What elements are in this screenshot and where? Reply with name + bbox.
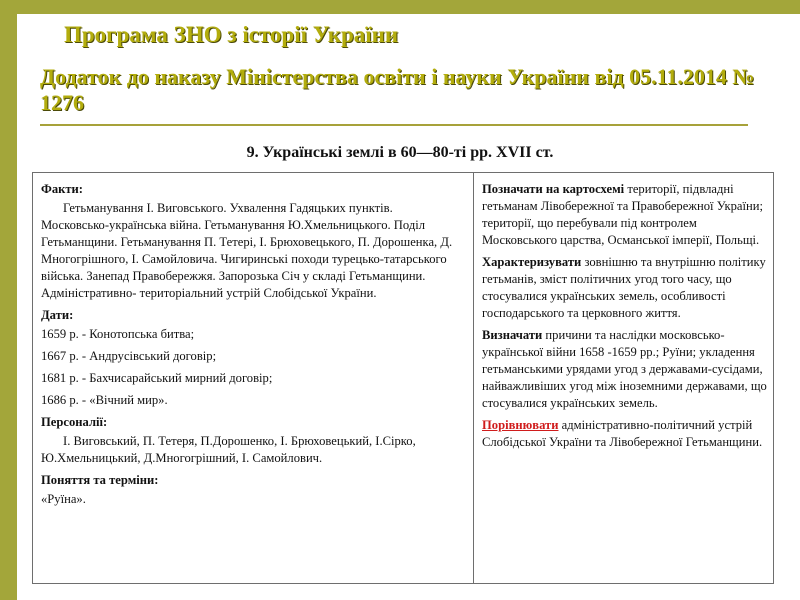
skill-determine (482, 327, 767, 412)
compare-link[interactable]: Порівнювати (482, 418, 559, 432)
facts-label: Факти: (41, 182, 84, 196)
date-item: 1681 р. - Бахчисарайський мирний договір; (41, 371, 273, 385)
top-accent-stripe (0, 0, 800, 14)
header-divider (40, 124, 748, 126)
terms-label: Поняття та терміни: (41, 473, 159, 487)
facts-text: Гетьманування І. Виговського. Ухвалення Гадяцьких пунктів. Московсько-українська війна. Гетьманування Ю.Хмельницького. Поділ Гетьманщини. Гетьманування П. Тетері, І. Брюховецького, П. Дорошенка, Д. Многогрішного, І. Самойловича. Чигиринські походи турецько-татарського війська. Занепад Правобережжя. Запорозька Січ у складі Гетьманщини. Адміністративно- територіальний устрій Слобідської України. (41, 201, 453, 300)
right-column (474, 173, 773, 583)
page-title: Програма ЗНО з історії України (64, 22, 399, 47)
date-item: 1686 р. - «Вічний мир». (41, 393, 168, 407)
skill-characterize-text: зовнішню та внутрішню політику гетьманів, зміст політичних угод того часу, що стосувалися українських земель, особливості господарського та церковного життя. (482, 255, 766, 320)
page-subtitle: Додаток до наказу Міністерства освіти і науки України від 05.11.2014 № 1276 (40, 64, 755, 115)
content-table (32, 172, 774, 584)
skill-map (482, 181, 767, 249)
skill-determine-text: причини та наслідки московсько-української війни 1658 -1659 рр.; Руїни; укладення гетьманськими урядами угод з державами-сусідами, найважливіших угод між іноземними державами, що стосувалися українських земель. (482, 328, 767, 410)
persons-label: Персоналії: (41, 415, 108, 429)
skill-map-verb: Позначати на картосхемі (482, 182, 625, 196)
left-accent-stripe (0, 0, 17, 600)
skill-compare-text: адміністративно-політичний устрій Слобідської України та Лівобережної Гетьманщини. (482, 418, 763, 449)
left-column (33, 173, 474, 583)
skill-characterize (482, 254, 767, 322)
persons-text: І. Виговський, П. Тетеря, П.Дорошенко, І. Брюховецький, І.Сірко, Ю.Хмельницький, Д.Многогрішний, І. Самойлович. (41, 434, 416, 465)
section-title: 9. Українські землі в 60—80-ті рр. XVII ст. (246, 144, 554, 161)
skill-characterize-verb: Характеризувати (482, 255, 582, 269)
skill-compare (482, 417, 767, 451)
skill-determine-verb: Визначати (482, 328, 543, 342)
skill-map-text: території, підвладні гетьманам Лівобережної та Правобережної України; території, що перебували під контролем Московського царства, Османської імперії, Польщі. (482, 182, 763, 247)
date-item: 1667 р. - Андрусівський договір; (41, 349, 217, 363)
date-item: 1659 р. - Конотопська битва; (41, 327, 195, 341)
dates-label: Дати: (41, 308, 74, 322)
terms-text: «Руїна». (41, 492, 86, 506)
